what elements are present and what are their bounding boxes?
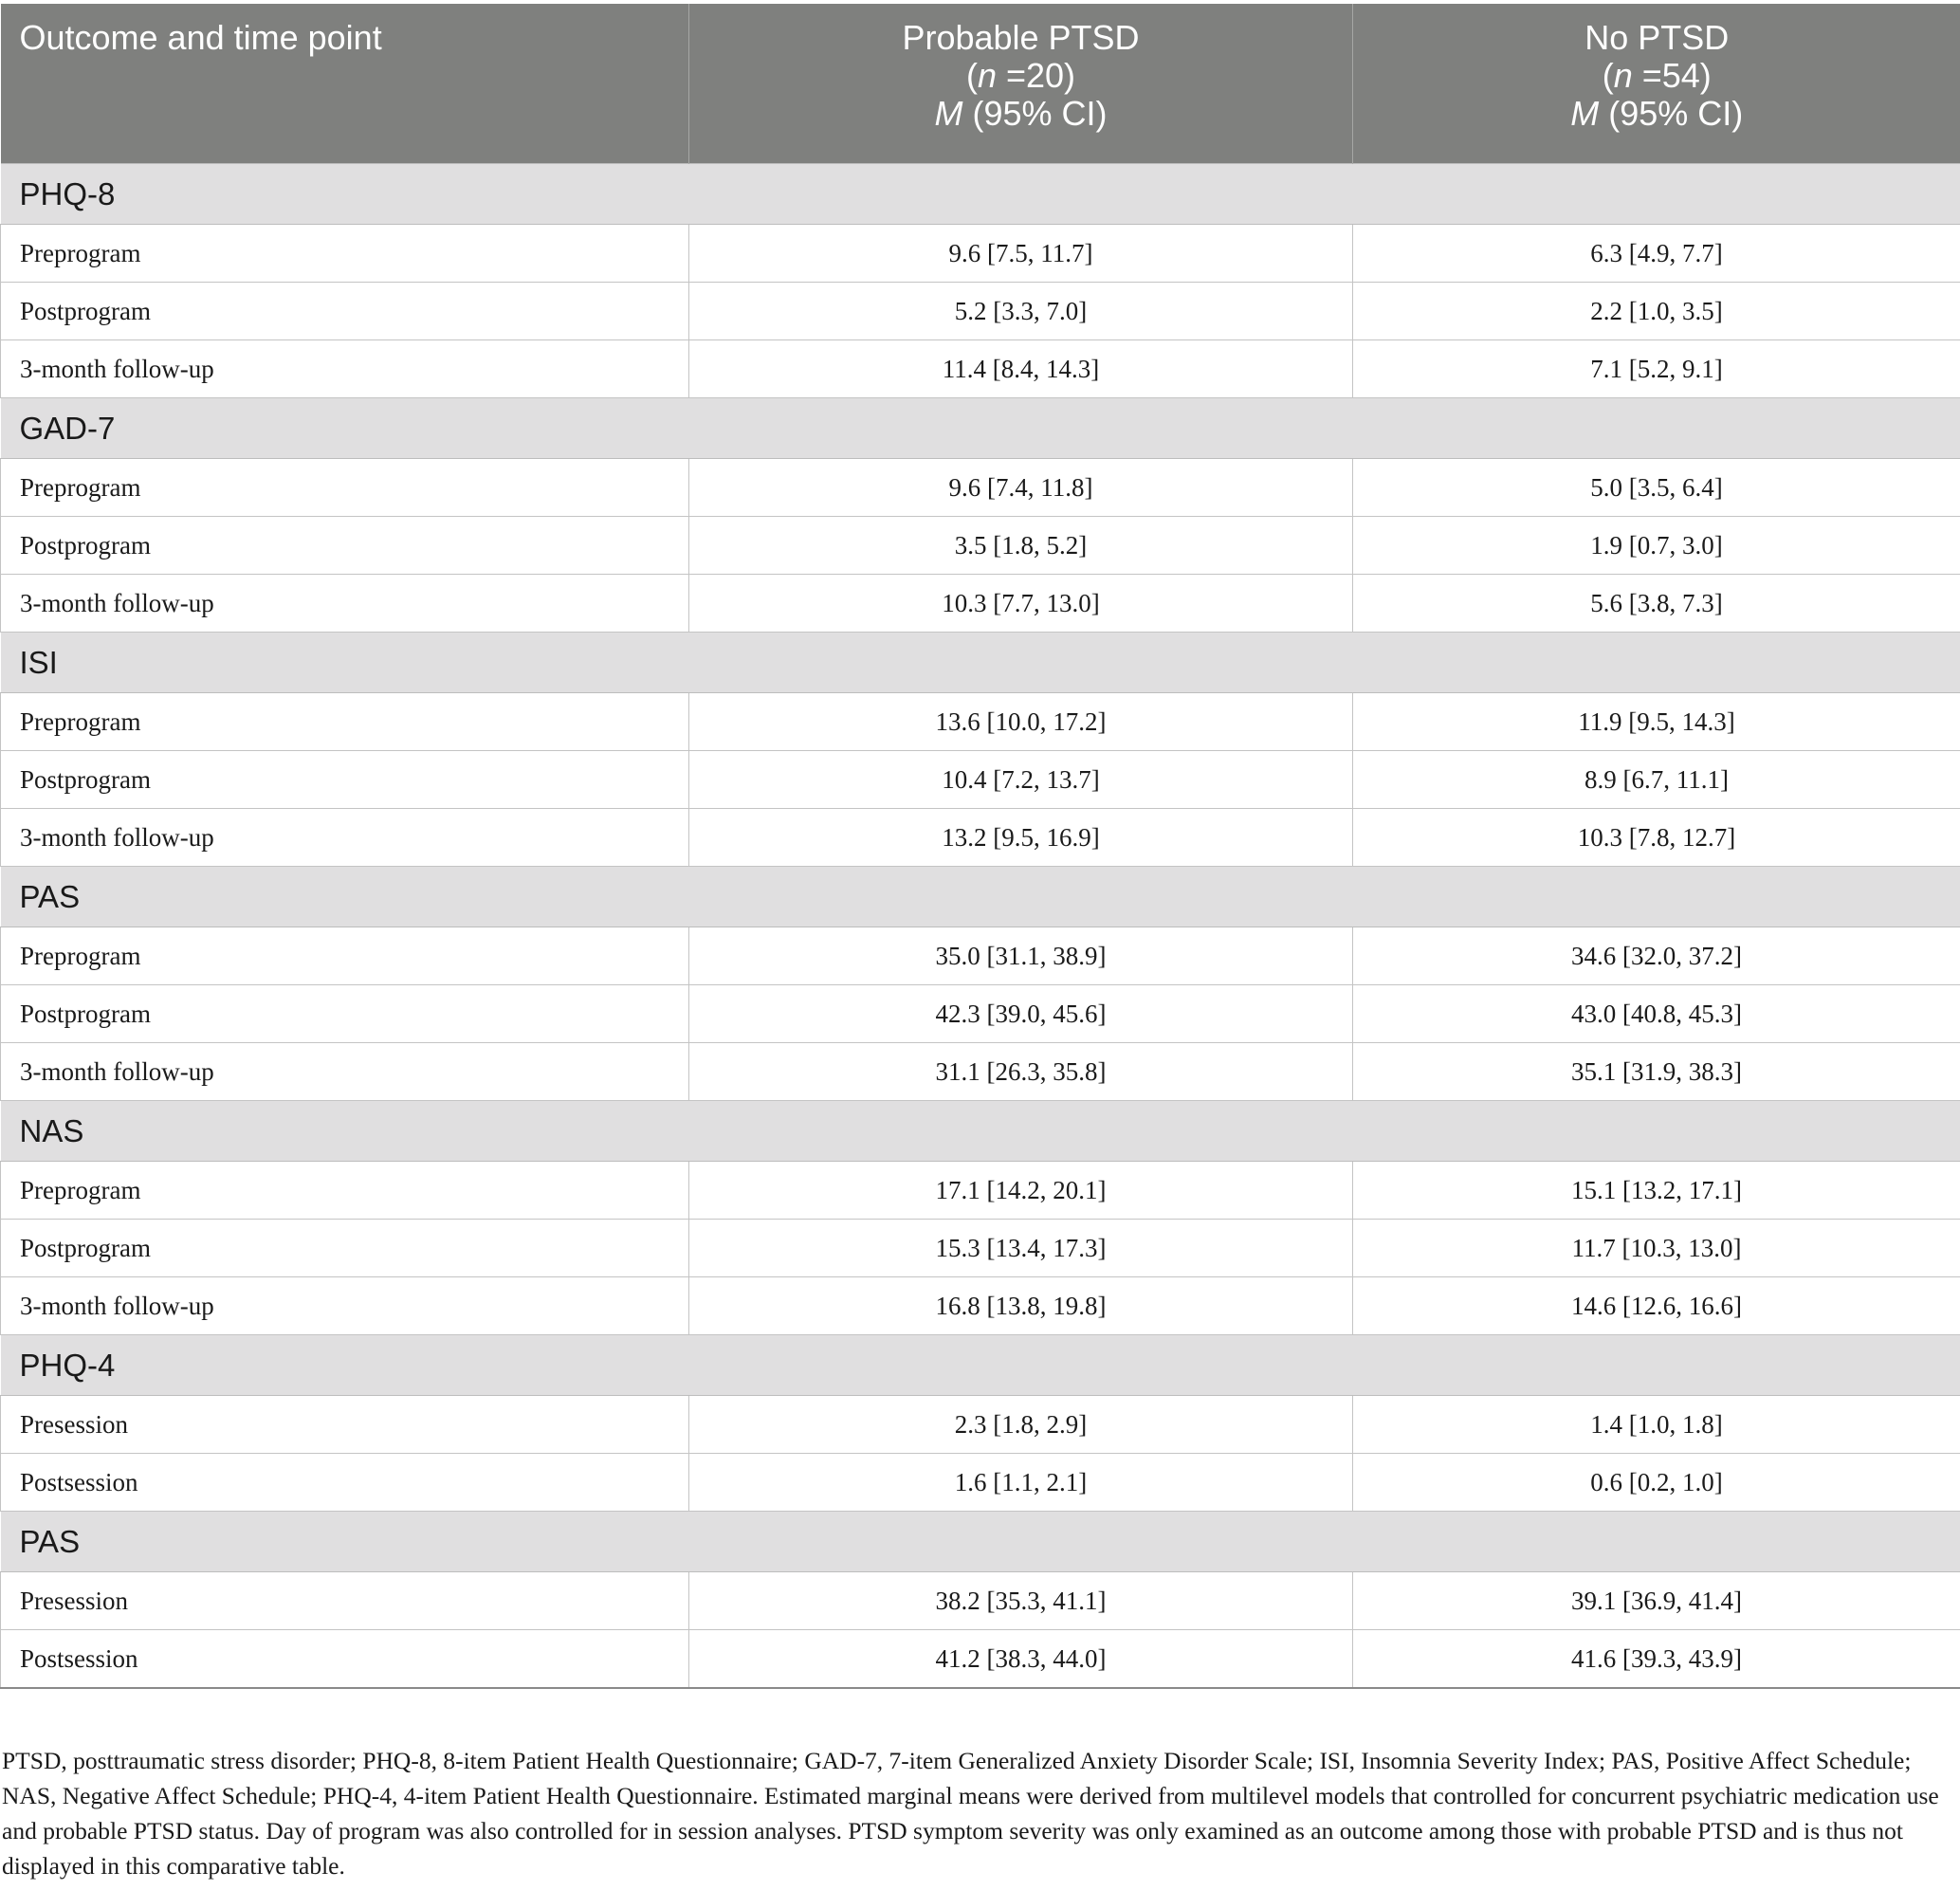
probable-ptsd-value: 41.2 [38.3, 44.0] (689, 1630, 1353, 1689)
table-row (1, 517, 1960, 575)
time-point-label: Postsession (1, 1630, 689, 1689)
time-point-label: Preprogram (1, 225, 689, 283)
time-point-label: Presession (1, 1396, 689, 1454)
time-point-label: Postprogram (1, 1220, 689, 1277)
table-row (1, 1220, 1960, 1277)
probable-ptsd-value: 42.3 [39.0, 45.6] (689, 985, 1353, 1043)
table-row (1, 225, 1960, 283)
table-header (1, 4, 1960, 164)
header-no-ptsd-stat-italic: M (1570, 94, 1600, 133)
group-row (1, 867, 1960, 927)
probable-ptsd-value: 9.6 [7.4, 11.8] (689, 459, 1353, 517)
header-no-ptsd-n-value: =54) (1632, 56, 1712, 95)
header-no-ptsd-title: No PTSD (1584, 18, 1730, 57)
no-ptsd-value: 14.6 [12.6, 16.6] (1353, 1277, 1960, 1335)
no-ptsd-value: 5.6 [3.8, 7.3] (1353, 575, 1960, 633)
no-ptsd-value: 39.1 [36.9, 41.4] (1353, 1572, 1960, 1630)
header-no-ptsd-n (1353, 57, 1960, 95)
probable-ptsd-value: 15.3 [13.4, 17.3] (689, 1220, 1353, 1277)
table-footnote: PTSD, posttraumatic stress disorder; PHQ-8, 8-item Patient Health Questionnaire; GAD-7, 7-item Generalized Anxiety Disorder Scale; ISI, Insomnia Severity Index; PAS, Positive Affect Schedule; NAS, Negative Affect Schedule; PHQ-4, 4-item Patient Health Questionnaire. Estimated marginal means were derived from multilevel models that controlled for concurrent psychiatric medication use and probable PTSD status. Day of program was also controlled for in session analyses. PTSD symptom severity was only examined as an outcome among those with probable PTSD and is thus not displayed in this comparative table. (2, 1747, 1939, 1880)
time-point-label: Postprogram (1, 283, 689, 340)
no-ptsd-value: 35.1 [31.9, 38.3] (1353, 1043, 1960, 1101)
header-probable-ptsd-stat-italic: M (934, 94, 963, 133)
header-no-ptsd-n-open: ( (1602, 56, 1614, 95)
probable-ptsd-value: 31.1 [26.3, 35.8] (689, 1043, 1353, 1101)
group-label: PAS (1, 867, 1960, 927)
table-row (1, 751, 1960, 809)
probable-ptsd-value: 9.6 [7.5, 11.7] (689, 225, 1353, 283)
table-row (1, 1630, 1960, 1689)
time-point-label: Postprogram (1, 985, 689, 1043)
no-ptsd-value: 2.2 [1.0, 3.5] (1353, 283, 1960, 340)
probable-ptsd-value: 2.3 [1.8, 2.9] (689, 1396, 1353, 1454)
table-row (1, 1277, 1960, 1335)
time-point-label: 3-month follow-up (1, 1277, 689, 1335)
probable-ptsd-value: 3.5 [1.8, 5.2] (689, 517, 1353, 575)
table-row (1, 809, 1960, 867)
group-row (1, 398, 1960, 459)
table-row (1, 1572, 1960, 1630)
probable-ptsd-value: 5.2 [3.3, 7.0] (689, 283, 1353, 340)
no-ptsd-value: 34.6 [32.0, 37.2] (1353, 927, 1960, 985)
table-row (1, 1396, 1960, 1454)
time-point-label: Presession (1, 1572, 689, 1630)
table-row (1, 283, 1960, 340)
table-row (1, 340, 1960, 398)
group-row (1, 1101, 1960, 1162)
group-label: NAS (1, 1101, 1960, 1162)
group-row (1, 164, 1960, 225)
probable-ptsd-value: 13.6 [10.0, 17.2] (689, 693, 1353, 751)
time-point-label: 3-month follow-up (1, 575, 689, 633)
no-ptsd-value: 1.9 [0.7, 3.0] (1353, 517, 1960, 575)
time-point-label: Preprogram (1, 927, 689, 985)
no-ptsd-value: 41.6 [39.3, 43.9] (1353, 1630, 1960, 1689)
probable-ptsd-value: 38.2 [35.3, 41.1] (689, 1572, 1353, 1630)
probable-ptsd-value: 11.4 [8.4, 14.3] (689, 340, 1353, 398)
header-probable-ptsd-title: Probable PTSD (902, 18, 1140, 57)
header-no-ptsd (1353, 4, 1960, 164)
probable-ptsd-value: 10.3 [7.7, 13.0] (689, 575, 1353, 633)
table-body (1, 164, 1960, 1689)
header-probable-ptsd-n (689, 57, 1352, 95)
header-probable-ptsd-n-value: =20) (996, 56, 1076, 95)
time-point-label: Postprogram (1, 517, 689, 575)
time-point-label: Preprogram (1, 1162, 689, 1220)
no-ptsd-value: 1.4 [1.0, 1.8] (1353, 1396, 1960, 1454)
results-table (0, 4, 1960, 1689)
probable-ptsd-value: 10.4 [7.2, 13.7] (689, 751, 1353, 809)
no-ptsd-value: 11.9 [9.5, 14.3] (1353, 693, 1960, 751)
header-no-ptsd-stat (1353, 95, 1960, 133)
table-row (1, 693, 1960, 751)
group-label: ISI (1, 633, 1960, 693)
time-point-label: 3-month follow-up (1, 1043, 689, 1101)
group-row (1, 1512, 1960, 1572)
table-row (1, 575, 1960, 633)
group-label: PAS (1, 1512, 1960, 1572)
header-probable-ptsd (689, 4, 1353, 164)
probable-ptsd-value: 16.8 [13.8, 19.8] (689, 1277, 1353, 1335)
table-row (1, 1043, 1960, 1101)
probable-ptsd-value: 35.0 [31.1, 38.9] (689, 927, 1353, 985)
time-point-label: 3-month follow-up (1, 340, 689, 398)
no-ptsd-value: 10.3 [7.8, 12.7] (1353, 809, 1960, 867)
time-point-label: Postsession (1, 1454, 689, 1512)
header-probable-ptsd-stat (689, 95, 1352, 133)
header-outcome: Outcome and time point (1, 4, 689, 164)
header-probable-ptsd-n-italic: n (977, 56, 997, 95)
time-point-label: 3-month follow-up (1, 809, 689, 867)
probable-ptsd-value: 13.2 [9.5, 16.9] (689, 809, 1353, 867)
table-row (1, 985, 1960, 1043)
no-ptsd-value: 8.9 [6.7, 11.1] (1353, 751, 1960, 809)
group-row (1, 1335, 1960, 1396)
group-label: PHQ-4 (1, 1335, 1960, 1396)
header-no-ptsd-stat-rest: (95% CI) (1599, 94, 1744, 133)
no-ptsd-value: 43.0 [40.8, 45.3] (1353, 985, 1960, 1043)
no-ptsd-value: 7.1 [5.2, 9.1] (1353, 340, 1960, 398)
time-point-label: Preprogram (1, 459, 689, 517)
no-ptsd-value: 6.3 [4.9, 7.7] (1353, 225, 1960, 283)
time-point-label: Preprogram (1, 693, 689, 751)
table-row (1, 1162, 1960, 1220)
table-row (1, 459, 1960, 517)
no-ptsd-value: 15.1 [13.2, 17.1] (1353, 1162, 1960, 1220)
table-row (1, 1454, 1960, 1512)
probable-ptsd-value: 1.6 [1.1, 2.1] (689, 1454, 1353, 1512)
time-point-label: Postprogram (1, 751, 689, 809)
probable-ptsd-value: 17.1 [14.2, 20.1] (689, 1162, 1353, 1220)
table-row (1, 927, 1960, 985)
header-probable-ptsd-stat-rest: (95% CI) (962, 94, 1108, 133)
no-ptsd-value: 5.0 [3.5, 6.4] (1353, 459, 1960, 517)
header-probable-ptsd-n-open: ( (965, 56, 978, 95)
no-ptsd-value: 0.6 [0.2, 1.0] (1353, 1454, 1960, 1512)
group-label: GAD-7 (1, 398, 1960, 459)
no-ptsd-value: 11.7 [10.3, 13.0] (1353, 1220, 1960, 1277)
group-label: PHQ-8 (1, 164, 1960, 225)
header-no-ptsd-n-italic: n (1613, 56, 1633, 95)
group-row (1, 633, 1960, 693)
